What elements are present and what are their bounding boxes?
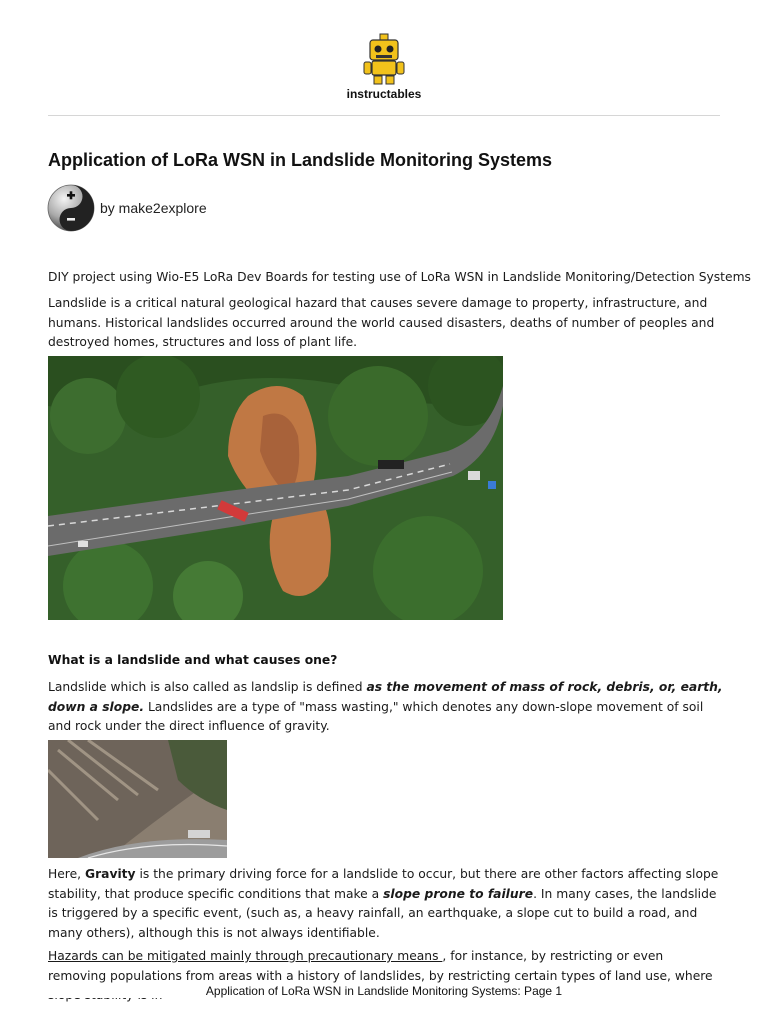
header-divider bbox=[48, 115, 720, 116]
hazards-link[interactable]: Hazards can be mitigated mainly through precautionary means bbox=[48, 949, 443, 963]
section-heading: What is a landslide and what causes one? bbox=[48, 653, 338, 667]
author-byline[interactable]: by make2explore bbox=[100, 200, 207, 216]
page-footer: Application of LoRa WSN in Landslide Monitoring Systems: Page 1 bbox=[0, 984, 768, 998]
brand-name[interactable]: instructables bbox=[346, 87, 422, 101]
definition-emphasis: as the movement of mass of rock, debris, or, earth, down a slope. bbox=[48, 680, 723, 714]
hazards-post: , for instance, by restricting or even removing populations from areas with a history of landslides, by restricting certain types of land use, where bbox=[48, 949, 713, 983]
landslide-paragraph: Landslide is a critical natural geological hazard that causes severe damage to property, infrastructure, and humans. Historical landslides occurred around the world caused disasters, deaths of number of peoples and destroyed homes, structures and loss of plant life. bbox=[48, 296, 715, 349]
article-title: Application of LoRa WSN in Landslide Monitoring Systems bbox=[48, 150, 553, 170]
definition-pre: Landslide which is also called as landslip is defined bbox=[48, 680, 367, 694]
definition-post: Landslides are a type of "mass wasting," which denotes any down-slope movement of soil and rock under the direct influence of gravity. bbox=[48, 699, 704, 733]
intro-paragraph: DIY project using Wio-E5 LoRa Dev Boards for testing use of LoRa WSN in Landslide Monitoring/Detection Systems bbox=[48, 270, 751, 284]
gravity-paragraph bbox=[48, 865, 724, 943]
landslide-aerial-photo bbox=[48, 356, 503, 620]
gravity-term: Gravity bbox=[84, 867, 136, 881]
plus-minus-avatar-icon[interactable] bbox=[47, 184, 95, 232]
slope-failure-emphasis: slope prone to failure bbox=[383, 886, 534, 901]
rockfall-photo bbox=[48, 740, 227, 858]
gravity-pre: Here, bbox=[48, 867, 85, 881]
gravity-post: . In many cases, the landslide is triggered by a specific event, (such as, a heavy rainfall, an earthquake, a slope cut to build a road, and many others), although this is not always identifiable. bbox=[48, 886, 717, 940]
gravity-mid: is the primary driving force for a landslide to occur, but there are other factors affecting slope stability, that produce specific conditions that make a bbox=[48, 867, 719, 901]
robot-mascot-icon[interactable] bbox=[360, 32, 408, 86]
definition-paragraph bbox=[48, 678, 724, 737]
page-header bbox=[0, 0, 768, 116]
